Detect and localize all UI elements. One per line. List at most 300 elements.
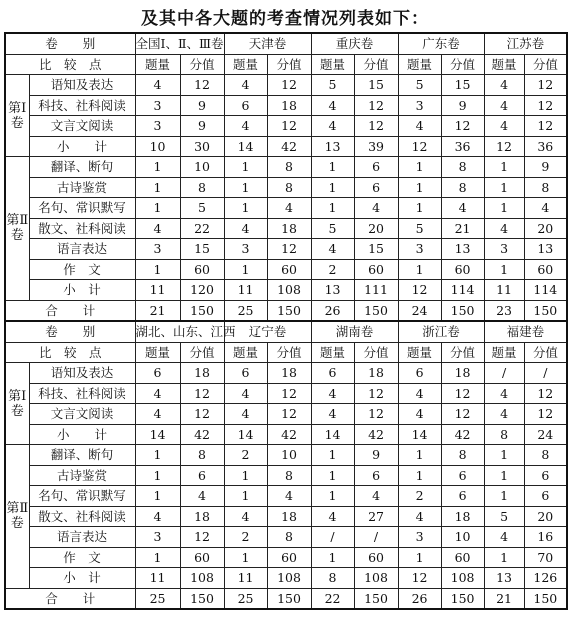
data-cell: 8 <box>441 445 484 466</box>
data-cell: 60 <box>354 259 398 280</box>
header-fenzhi: 分值 <box>354 54 398 75</box>
table-row <box>5 218 567 239</box>
table-row <box>5 445 567 466</box>
data-cell: 4 <box>311 95 354 116</box>
total-row <box>5 300 567 321</box>
header-tiliang: 题量 <box>484 342 524 363</box>
data-cell: 6 <box>354 157 398 178</box>
data-cell: 42 <box>267 424 311 445</box>
data-cell: 11 <box>484 280 524 301</box>
exam-comparison-table <box>4 32 568 610</box>
total-cell: 21 <box>135 300 180 321</box>
data-cell: 18 <box>267 506 311 527</box>
data-cell: 5 <box>398 218 441 239</box>
data-cell: 1 <box>311 445 354 466</box>
table-row <box>5 239 567 260</box>
data-cell: 11 <box>135 280 180 301</box>
data-cell: 12 <box>441 116 484 137</box>
data-cell: 1 <box>311 547 354 568</box>
data-cell: 1 <box>398 445 441 466</box>
data-cell: 6 <box>354 465 398 486</box>
data-cell: 15 <box>441 75 484 96</box>
data-cell: 9 <box>180 95 224 116</box>
data-cell: 15 <box>180 239 224 260</box>
header-province: 全国Ⅰ、Ⅱ、Ⅲ卷 <box>135 33 224 54</box>
data-cell: 3 <box>135 116 180 137</box>
data-cell: 12 <box>398 568 441 589</box>
data-cell: 6 <box>524 486 567 507</box>
data-cell: 14 <box>224 136 267 157</box>
data-cell: 4 <box>484 75 524 96</box>
data-cell: 15 <box>354 75 398 96</box>
data-cell: 6 <box>224 363 267 384</box>
row-label: 科技、社科阅读 <box>29 95 135 116</box>
data-cell: 1 <box>398 547 441 568</box>
header-province: 湖北、山东、江西 <box>135 321 224 342</box>
data-cell: 4 <box>484 218 524 239</box>
data-cell: / <box>484 363 524 384</box>
total-cell: 150 <box>267 588 311 609</box>
data-cell: 13 <box>311 136 354 157</box>
row-label: 语言表达 <box>29 239 135 260</box>
data-cell: 1 <box>224 198 267 219</box>
table-row <box>5 116 567 137</box>
data-cell: 1 <box>135 259 180 280</box>
data-cell: 114 <box>524 280 567 301</box>
total-row <box>5 588 567 609</box>
data-cell: 4 <box>484 383 524 404</box>
data-cell: 3 <box>484 239 524 260</box>
data-cell: 8 <box>180 445 224 466</box>
header-bi-jiao-dian: 比 较 点 <box>5 342 135 363</box>
data-cell: 3 <box>398 527 441 548</box>
data-cell: 4 <box>484 116 524 137</box>
data-cell: 1 <box>484 445 524 466</box>
row-label: 翻译、断句 <box>29 157 135 178</box>
row-label: 语知及表达 <box>29 363 135 384</box>
total-label: 合 计 <box>5 300 135 321</box>
table-body <box>5 33 567 609</box>
header-row-columns <box>5 54 567 75</box>
data-cell: 6 <box>524 465 567 486</box>
data-cell: 12 <box>398 136 441 157</box>
data-cell: 3 <box>135 527 180 548</box>
data-cell: 13 <box>441 239 484 260</box>
total-cell: 150 <box>180 588 224 609</box>
data-cell: 1 <box>224 486 267 507</box>
header-tiliang: 题量 <box>311 54 354 75</box>
data-cell: 1 <box>135 547 180 568</box>
total-cell: 25 <box>224 300 267 321</box>
data-cell: 39 <box>354 136 398 157</box>
data-cell: 4 <box>398 506 441 527</box>
data-cell: 108 <box>267 280 311 301</box>
data-cell: 1 <box>224 547 267 568</box>
data-cell: 4 <box>311 506 354 527</box>
header-province: 重庆卷 <box>311 33 398 54</box>
total-cell: 22 <box>311 588 354 609</box>
data-cell: 12 <box>180 404 224 425</box>
data-cell: 12 <box>267 116 311 137</box>
section-label: 第Ⅰ卷 <box>5 363 29 445</box>
table-row <box>5 424 567 445</box>
header-tiliang: 题量 <box>135 342 180 363</box>
data-cell: 1 <box>398 259 441 280</box>
data-cell: 18 <box>267 363 311 384</box>
table-row <box>5 547 567 568</box>
data-cell: 1 <box>311 486 354 507</box>
data-cell: 22 <box>180 218 224 239</box>
data-cell: 13 <box>311 280 354 301</box>
row-label: 古诗鉴赏 <box>29 177 135 198</box>
header-tiliang: 题量 <box>484 54 524 75</box>
data-cell: 4 <box>524 198 567 219</box>
row-label: 文言文阅读 <box>29 404 135 425</box>
data-cell: 20 <box>524 218 567 239</box>
data-cell: 8 <box>267 177 311 198</box>
data-cell: 2 <box>224 527 267 548</box>
total-cell: 150 <box>180 300 224 321</box>
section-label: 第Ⅱ卷 <box>5 157 29 301</box>
data-cell: 3 <box>398 239 441 260</box>
data-cell: 108 <box>267 568 311 589</box>
data-cell: 4 <box>354 486 398 507</box>
header-juan-bie: 卷 别 <box>5 33 135 54</box>
data-cell: 14 <box>224 424 267 445</box>
data-cell: 60 <box>267 259 311 280</box>
data-cell: 11 <box>224 568 267 589</box>
header-province: 江苏卷 <box>484 33 567 54</box>
section-label: 第Ⅱ卷 <box>5 445 29 589</box>
data-cell: 4 <box>484 95 524 116</box>
data-cell: 108 <box>441 568 484 589</box>
table-row <box>5 383 567 404</box>
header-tiliang: 题量 <box>224 342 267 363</box>
data-cell: 18 <box>441 363 484 384</box>
data-cell: 60 <box>267 547 311 568</box>
data-cell: 12 <box>267 75 311 96</box>
data-cell: 9 <box>180 116 224 137</box>
total-cell: 150 <box>267 300 311 321</box>
header-fenzhi: 分值 <box>267 342 311 363</box>
data-cell: 15 <box>354 239 398 260</box>
data-cell: 20 <box>524 506 567 527</box>
data-cell: 1 <box>135 157 180 178</box>
data-cell: 3 <box>135 239 180 260</box>
data-cell: 11 <box>224 280 267 301</box>
data-cell: 18 <box>180 363 224 384</box>
data-cell: 60 <box>441 547 484 568</box>
total-cell: 150 <box>354 588 398 609</box>
header-fenzhi: 分值 <box>180 342 224 363</box>
data-cell: 12 <box>267 383 311 404</box>
data-cell: 12 <box>354 95 398 116</box>
data-cell: 1 <box>484 547 524 568</box>
data-cell: 111 <box>354 280 398 301</box>
data-cell: 4 <box>398 116 441 137</box>
data-cell: / <box>311 527 354 548</box>
data-cell: 1 <box>311 157 354 178</box>
data-cell: 4 <box>180 486 224 507</box>
table-row <box>5 363 567 384</box>
header-province: 天津卷 <box>224 33 311 54</box>
data-cell: 42 <box>441 424 484 445</box>
data-cell: 4 <box>224 116 267 137</box>
total-cell: 26 <box>398 588 441 609</box>
data-cell: 12 <box>180 527 224 548</box>
data-cell: 120 <box>180 280 224 301</box>
data-cell: 6 <box>135 363 180 384</box>
data-cell: 4 <box>484 404 524 425</box>
data-cell: 8 <box>524 177 567 198</box>
data-cell: 60 <box>180 547 224 568</box>
data-cell: 2 <box>398 486 441 507</box>
data-cell: 4 <box>224 218 267 239</box>
data-cell: 20 <box>354 218 398 239</box>
data-cell: 27 <box>354 506 398 527</box>
data-cell: 24 <box>524 424 567 445</box>
row-label: 作 文 <box>29 547 135 568</box>
data-cell: 8 <box>267 527 311 548</box>
data-cell: 18 <box>267 95 311 116</box>
table-row <box>5 259 567 280</box>
table-row <box>5 404 567 425</box>
header-juan-bie: 卷 别 <box>5 321 135 342</box>
table-row <box>5 177 567 198</box>
header-tiliang: 题量 <box>224 54 267 75</box>
data-cell: 42 <box>354 424 398 445</box>
data-cell: 3 <box>135 95 180 116</box>
data-cell: / <box>354 527 398 548</box>
data-cell: 5 <box>180 198 224 219</box>
total-cell: 21 <box>484 588 524 609</box>
row-label: 翻译、断句 <box>29 445 135 466</box>
data-cell: 4 <box>224 383 267 404</box>
data-cell: 5 <box>398 75 441 96</box>
data-cell: 6 <box>311 363 354 384</box>
table-row <box>5 486 567 507</box>
data-cell: 1 <box>311 177 354 198</box>
header-province: 广东卷 <box>398 33 484 54</box>
header-fenzhi: 分值 <box>524 54 567 75</box>
data-cell: 12 <box>267 239 311 260</box>
data-cell: 6 <box>441 465 484 486</box>
data-cell: 12 <box>441 383 484 404</box>
data-cell: 9 <box>441 95 484 116</box>
data-cell: 60 <box>524 259 567 280</box>
data-cell: 13 <box>484 568 524 589</box>
data-cell: 12 <box>524 383 567 404</box>
header-province: 浙江卷 <box>398 321 484 342</box>
header-fenzhi: 分值 <box>441 342 484 363</box>
row-label: 小 计 <box>29 136 135 157</box>
total-cell: 25 <box>224 588 267 609</box>
data-cell: 1 <box>135 465 180 486</box>
data-cell: 42 <box>180 424 224 445</box>
data-cell: 60 <box>441 259 484 280</box>
row-label: 名句、常识默写 <box>29 198 135 219</box>
data-cell: 4 <box>267 486 311 507</box>
row-label: 古诗鉴赏 <box>29 465 135 486</box>
data-cell: 6 <box>180 465 224 486</box>
data-cell: 10 <box>135 136 180 157</box>
total-cell: 150 <box>441 588 484 609</box>
data-cell: 4 <box>311 116 354 137</box>
data-cell: 9 <box>354 445 398 466</box>
total-cell: 24 <box>398 300 441 321</box>
data-cell: 12 <box>267 404 311 425</box>
data-cell: 6 <box>441 486 484 507</box>
table-row <box>5 527 567 548</box>
data-cell: 12 <box>441 404 484 425</box>
data-cell: 1 <box>224 259 267 280</box>
header-row-provinces <box>5 33 567 54</box>
data-cell: 36 <box>441 136 484 157</box>
row-label: 科技、社科阅读 <box>29 383 135 404</box>
data-cell: 12 <box>524 75 567 96</box>
data-cell: 12 <box>398 280 441 301</box>
data-cell: 13 <box>524 239 567 260</box>
page-title: 及其中各大题的考查情况列表如下： <box>141 9 429 29</box>
data-cell: 4 <box>311 239 354 260</box>
data-cell: 8 <box>441 157 484 178</box>
total-cell: 150 <box>354 300 398 321</box>
data-cell: 4 <box>135 383 180 404</box>
row-label: 小 计 <box>29 424 135 445</box>
data-cell: 5 <box>311 218 354 239</box>
header-bi-jiao-dian: 比 较 点 <box>5 54 135 75</box>
data-cell: 8 <box>311 568 354 589</box>
data-cell: 4 <box>135 506 180 527</box>
data-cell: 1 <box>224 465 267 486</box>
data-cell: 1 <box>484 486 524 507</box>
total-cell: 150 <box>524 300 567 321</box>
header-fenzhi: 分值 <box>441 54 484 75</box>
data-cell: 9 <box>524 157 567 178</box>
row-label: 语言表达 <box>29 527 135 548</box>
data-cell: 12 <box>524 116 567 137</box>
data-cell: 1 <box>135 486 180 507</box>
data-cell: 12 <box>524 404 567 425</box>
data-cell: 4 <box>311 383 354 404</box>
data-cell: 18 <box>441 506 484 527</box>
data-cell: 12 <box>484 136 524 157</box>
data-cell: 4 <box>484 527 524 548</box>
data-cell: 1 <box>135 177 180 198</box>
data-cell: 1 <box>484 198 524 219</box>
data-cell: 18 <box>180 506 224 527</box>
data-cell: 12 <box>180 75 224 96</box>
table-row <box>5 198 567 219</box>
data-cell: 60 <box>354 547 398 568</box>
data-cell: 21 <box>441 218 484 239</box>
data-cell: 4 <box>224 75 267 96</box>
data-cell: 30 <box>180 136 224 157</box>
data-cell: 4 <box>398 383 441 404</box>
data-cell: 2 <box>224 445 267 466</box>
data-cell: 1 <box>224 177 267 198</box>
total-cell: 26 <box>311 300 354 321</box>
total-cell: 150 <box>524 588 567 609</box>
data-cell: 126 <box>524 568 567 589</box>
table-row <box>5 568 567 589</box>
header-row-columns <box>5 342 567 363</box>
data-cell: 4 <box>135 218 180 239</box>
data-cell: 12 <box>354 383 398 404</box>
data-cell: 108 <box>180 568 224 589</box>
row-label: 小 计 <box>29 280 135 301</box>
table-row <box>5 95 567 116</box>
data-cell: 4 <box>135 75 180 96</box>
section-label: 第Ⅰ卷 <box>5 75 29 157</box>
row-label: 散文、社科阅读 <box>29 506 135 527</box>
data-cell: 1 <box>311 465 354 486</box>
data-cell: 18 <box>267 218 311 239</box>
row-label: 散文、社科阅读 <box>29 218 135 239</box>
data-cell: 108 <box>354 568 398 589</box>
row-label: 名句、常识默写 <box>29 486 135 507</box>
data-cell: 14 <box>135 424 180 445</box>
data-cell: 4 <box>224 404 267 425</box>
data-cell: 12 <box>354 404 398 425</box>
header-province: 辽宁卷 <box>224 321 311 342</box>
data-cell: / <box>524 363 567 384</box>
data-cell: 12 <box>180 383 224 404</box>
data-cell: 11 <box>135 568 180 589</box>
table-row <box>5 136 567 157</box>
data-cell: 6 <box>354 177 398 198</box>
total-cell: 150 <box>441 300 484 321</box>
data-cell: 6 <box>398 363 441 384</box>
header-province: 湖南卷 <box>311 321 398 342</box>
data-cell: 1 <box>135 198 180 219</box>
data-cell: 70 <box>524 547 567 568</box>
data-cell: 4 <box>398 404 441 425</box>
data-cell: 60 <box>180 259 224 280</box>
data-cell: 10 <box>180 157 224 178</box>
header-row-provinces <box>5 321 567 342</box>
data-cell: 1 <box>398 198 441 219</box>
header-province: 福建卷 <box>484 321 567 342</box>
header-fenzhi: 分值 <box>354 342 398 363</box>
data-cell: 1 <box>398 465 441 486</box>
data-cell: 4 <box>224 506 267 527</box>
data-cell: 1 <box>484 465 524 486</box>
table-row <box>5 280 567 301</box>
data-cell: 18 <box>354 363 398 384</box>
header-tiliang: 题量 <box>311 342 354 363</box>
data-cell: 1 <box>484 259 524 280</box>
data-cell: 10 <box>267 445 311 466</box>
header-fenzhi: 分值 <box>524 342 567 363</box>
row-label: 小 计 <box>29 568 135 589</box>
row-label: 作 文 <box>29 259 135 280</box>
data-cell: 1 <box>398 177 441 198</box>
data-cell: 4 <box>311 404 354 425</box>
data-cell: 14 <box>311 424 354 445</box>
data-cell: 1 <box>135 445 180 466</box>
data-cell: 8 <box>441 177 484 198</box>
data-cell: 1 <box>484 177 524 198</box>
data-cell: 16 <box>524 527 567 548</box>
data-cell: 14 <box>398 424 441 445</box>
total-cell: 23 <box>484 300 524 321</box>
data-cell: 8 <box>484 424 524 445</box>
data-cell: 12 <box>354 116 398 137</box>
data-cell: 3 <box>224 239 267 260</box>
header-fenzhi: 分值 <box>180 54 224 75</box>
header-tiliang: 题量 <box>398 342 441 363</box>
